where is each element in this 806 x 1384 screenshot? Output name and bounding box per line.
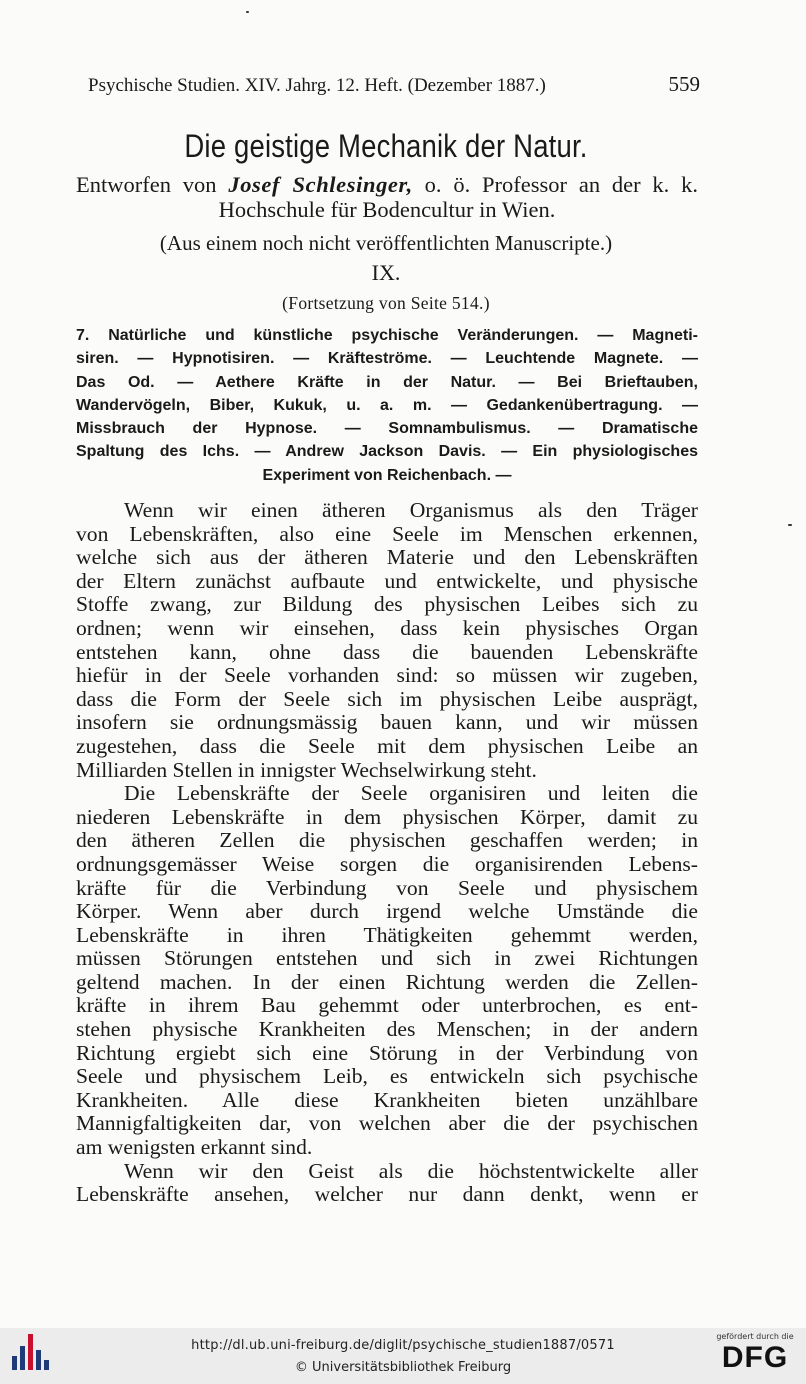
permalink-url[interactable]: http://dl.ub.uni-freiburg.de/diglit/psychische_studien1887/0571 (191, 1338, 615, 1353)
byline-suffix: o. ö. Professor an der k. k. Hochschule für Bodencultur in Wien. (218, 172, 698, 222)
summary-line: Wandervögeln, Biber, Kukuk, u. a. m. — Gedankenübertragung. — (76, 396, 698, 414)
body-line: stehen physische Krankheiten des Menschen; in der andern (76, 1017, 698, 1042)
section-summary (76, 324, 698, 487)
body-line: Seele und physischem Leib, es entwickeln sich psychische (76, 1064, 698, 1089)
body-line: insofern sie ordnungsmässig bauen kann, und wir müssen (76, 710, 698, 735)
body-line: Milliarden Stellen in innigster Wechselwirkung steht. (76, 757, 537, 782)
summary-line: Das Od. — Aethere Kräfte in der Natur. — Bei Brieftauben, (76, 373, 698, 391)
body-line: müssen Störungen entstehen und sich in zwei Richtungen (76, 946, 698, 971)
summary-line: Missbrauch der Hypnose. — Somnambulismus. — Dramatische (76, 420, 698, 438)
running-head (88, 72, 700, 97)
dfg-caption: gefördert durch die (716, 1332, 794, 1341)
body-line: Wenn wir einen ätheren Organismus als den Träger (124, 498, 698, 522)
body-line: kräfte in ihrem Bau gehemmt oder unterbrochen, es ent- (76, 993, 698, 1018)
dfg-logo[interactable] (710, 1330, 800, 1382)
summary-line: 7. Natürliche und künstliche psychische Veränderungen. — Magneti- (76, 327, 698, 344)
summary-line: Experiment von Reichenbach. — (262, 466, 512, 484)
body-line: den ätheren Zellen die physischen geschaffen werden; in (76, 828, 698, 853)
scan-speck (246, 11, 249, 13)
byline-prefix: Entworfen von (76, 172, 229, 197)
body-line: der Eltern zunächst aufbaute und entwickelte, und physische (76, 568, 698, 593)
body-line: Körper. Wenn aber durch irgend welche Umstände die (76, 899, 698, 924)
body-line: Lebenskräfte ansehen, welcher nur dann denkt, wenn er (76, 1182, 698, 1207)
body-line: dass die Form der Seele sich im physischen Leibe ausprägt, (76, 686, 698, 711)
body-line: Lebenskräfte in ihren Thätigkeiten gehemmt werden, (76, 922, 698, 947)
body-line: zugestehen, dass die Seele mit dem physischen Leibe an (76, 733, 698, 758)
running-head-text: Psychische Studien. XIV. Jahrg. 12. Heft. (Dezember 1887.) (88, 75, 546, 96)
summary-line: Spaltung des Ichs. — Andrew Jackson Davis. — Ein physiologisches (76, 443, 698, 461)
chapter-number: IX. (371, 260, 401, 285)
body-line: Krankheiten. Alle diese Krankheiten bieten unzählbare (76, 1087, 698, 1112)
manuscript-note: (Aus einem noch nicht veröffentlichten Manuscripte.) (159, 231, 613, 255)
body-line: Stoffe zwang, zur Bildung des physischen Leibes sich zu (76, 592, 698, 617)
body-line: Die Lebenskräfte der Seele organisiren und leiten die (124, 781, 698, 806)
body-line: ordnungsgemässer Weise sorgen die organisirenden Lebens- (76, 851, 698, 876)
body-line: von Lebenskräften, also eine Seele im Menschen erkennen, (76, 521, 698, 546)
byline (76, 172, 698, 222)
body-line: entstehen kann, ohne dass die bauenden Lebenskräfte (76, 639, 698, 664)
body-line: welche sich aus der ätheren Materie und den Lebenskräften (76, 545, 698, 570)
body-line: am wenigsten erkannt sind. (76, 1135, 313, 1160)
article-title: Die geistige Mechanik der Natur. (184, 128, 588, 164)
continuation-note: (Fortsetzung von Seite 514.) (282, 293, 490, 313)
footer-bar (0, 1328, 806, 1384)
body-line: Mannigfaltigkeiten dar, von welchen aber die der psychischen (76, 1111, 698, 1136)
page-number: 559 (668, 72, 700, 96)
body-line: Richtung ergiebt sich eine Störung in der Verbindung von (76, 1040, 698, 1065)
dfg-logo-text: DFG (721, 1341, 789, 1374)
scan-speck (788, 524, 792, 526)
summary-line: siren. — Hypnotisiren. — Kräfteströme. — Leuchtende Magnete. — (76, 350, 698, 368)
body-line: kräfte für die Verbindung von Seele und physischem (76, 875, 698, 900)
body-text (76, 499, 698, 1207)
copyright-notice: © Universitätsbibliothek Freiburg (294, 1360, 512, 1375)
body-line: hiefür in der Seele vorhanden sind: so müssen wir zugeben, (76, 663, 698, 688)
body-line: ordnen; wenn wir einsehen, dass kein physisches Organ (76, 615, 698, 640)
body-line: niederen Lebenskräfte in dem physischen Körper, damit zu (76, 804, 698, 829)
author-name: Josef Schlesinger, (228, 172, 413, 197)
body-line: geltend machen. In der einen Richtung werden die Zellen- (76, 969, 698, 994)
body-line: Wenn wir den Geist als die höchstentwickelte aller (124, 1158, 698, 1183)
